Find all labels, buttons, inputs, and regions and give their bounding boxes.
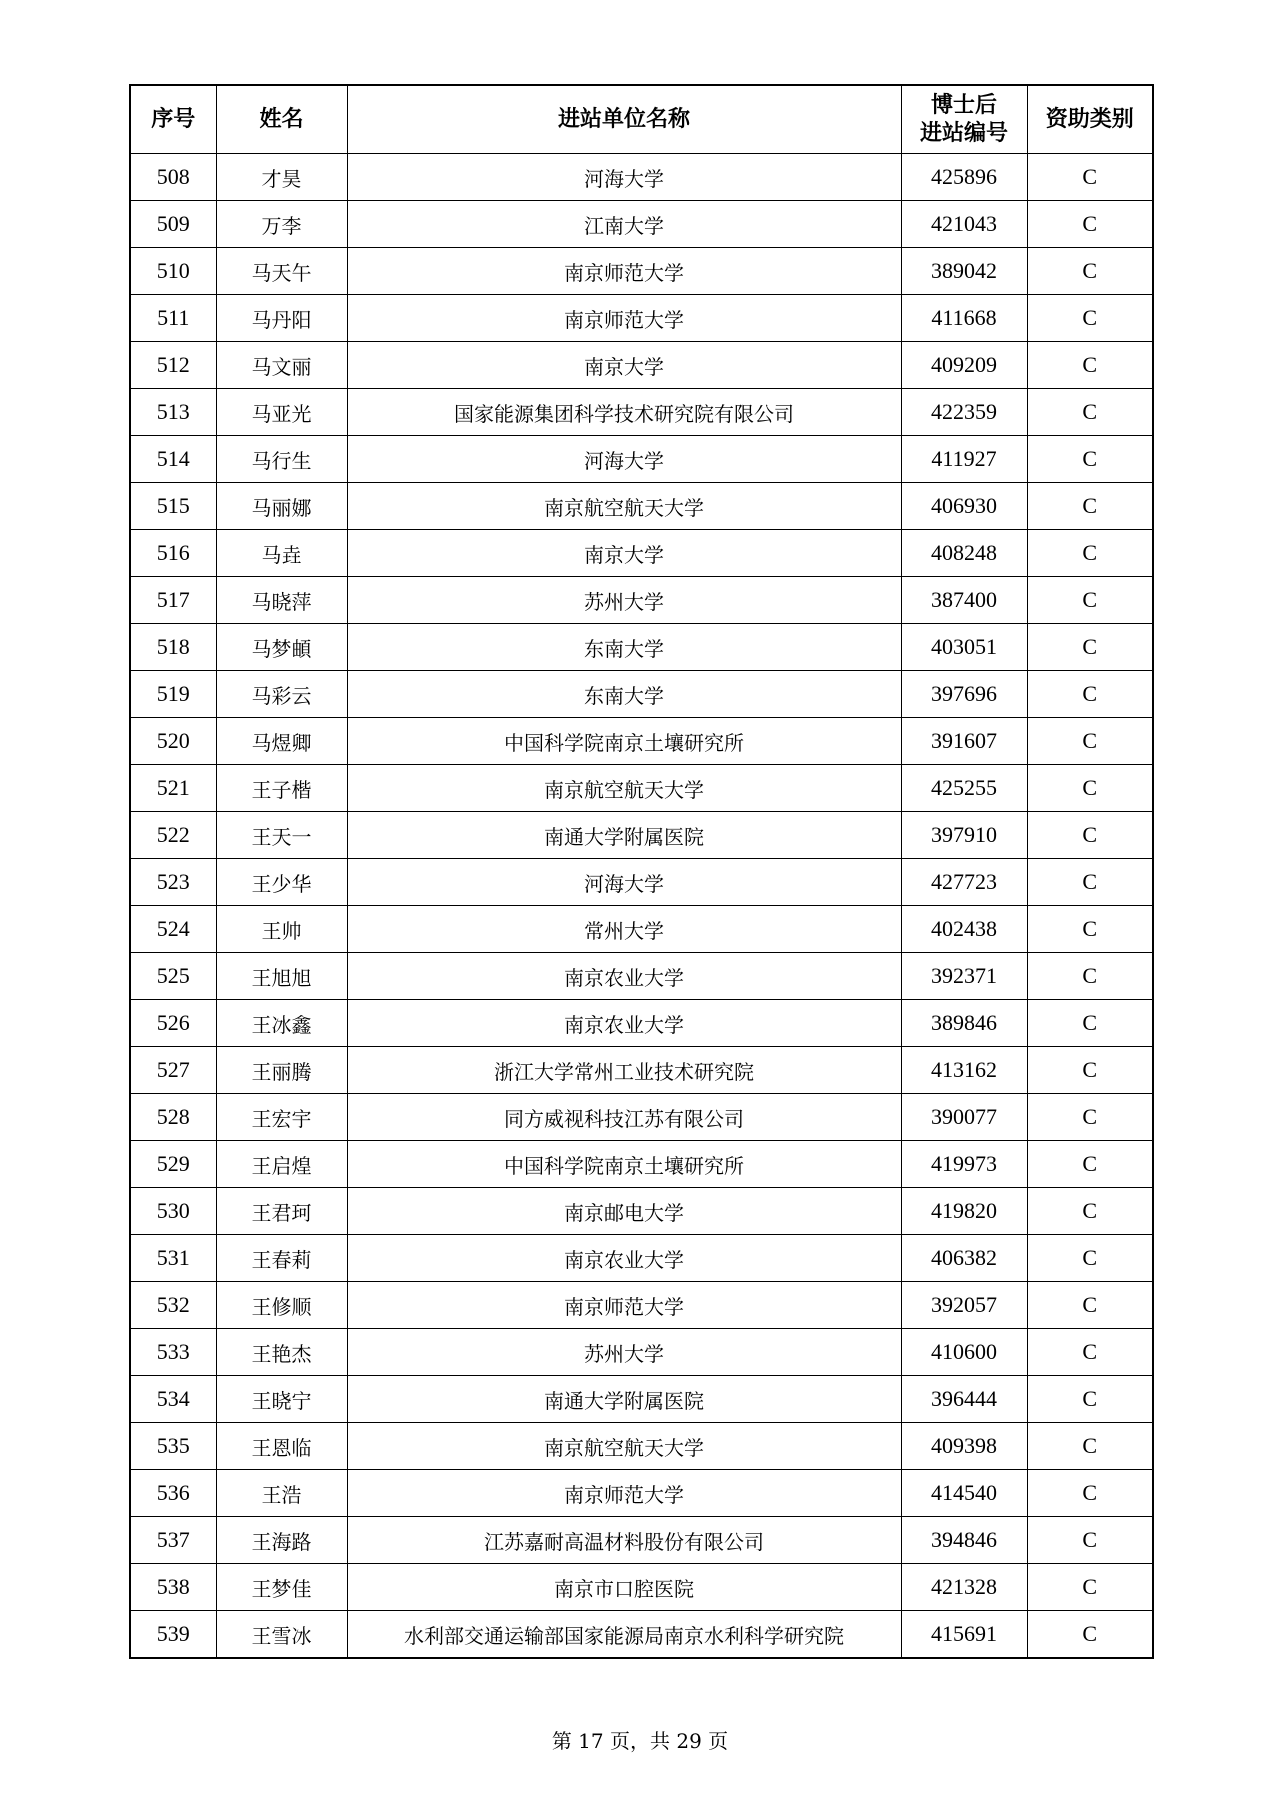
cell-name: 马亚光: [216, 389, 347, 436]
cell-code: 387400: [901, 577, 1027, 624]
cell-category: C: [1027, 1141, 1153, 1188]
cell-seq: 510: [130, 248, 216, 295]
table-row: [130, 154, 1153, 201]
cell-code: 419973: [901, 1141, 1027, 1188]
cell-seq: 511: [130, 295, 216, 342]
cell-name: 王浩: [216, 1470, 347, 1517]
table-row: [130, 1282, 1153, 1329]
table-row: [130, 1611, 1153, 1659]
table-row: [130, 1470, 1153, 1517]
cell-unit: 中国科学院南京土壤研究所: [347, 1141, 901, 1188]
cell-name: 王海路: [216, 1517, 347, 1564]
cell-seq: 539: [130, 1611, 216, 1659]
cell-seq: 524: [130, 906, 216, 953]
cell-name: 王修顺: [216, 1282, 347, 1329]
cell-category: C: [1027, 859, 1153, 906]
cell-name: 才昊: [216, 154, 347, 201]
cell-code: 415691: [901, 1611, 1027, 1659]
cell-code: 409398: [901, 1423, 1027, 1470]
cell-seq: 532: [130, 1282, 216, 1329]
cell-code: 411927: [901, 436, 1027, 483]
cell-category: C: [1027, 436, 1153, 483]
table-row: [130, 342, 1153, 389]
cell-code: 419820: [901, 1188, 1027, 1235]
table-row: [130, 295, 1153, 342]
cell-unit: 中国科学院南京土壤研究所: [347, 718, 901, 765]
table-row: [130, 953, 1153, 1000]
cell-category: C: [1027, 671, 1153, 718]
cell-name: 王宏宇: [216, 1094, 347, 1141]
cell-category: C: [1027, 624, 1153, 671]
cell-category: C: [1027, 530, 1153, 577]
cell-unit: 南京邮电大学: [347, 1188, 901, 1235]
cell-seq: 533: [130, 1329, 216, 1376]
header-name: 姓名: [216, 85, 347, 154]
cell-unit: 苏州大学: [347, 1329, 901, 1376]
postdoc-funding-table: [129, 84, 1154, 1659]
cell-category: C: [1027, 577, 1153, 624]
cell-unit: 南京大学: [347, 530, 901, 577]
cell-name: 王启煌: [216, 1141, 347, 1188]
cell-name: 万李: [216, 201, 347, 248]
cell-unit: 河海大学: [347, 859, 901, 906]
cell-code: 396444: [901, 1376, 1027, 1423]
cell-code: 408248: [901, 530, 1027, 577]
cell-code: 422359: [901, 389, 1027, 436]
cell-name: 王丽腾: [216, 1047, 347, 1094]
cell-category: C: [1027, 1564, 1153, 1611]
cell-category: C: [1027, 1282, 1153, 1329]
table-row: [130, 1235, 1153, 1282]
cell-code: 391607: [901, 718, 1027, 765]
cell-category: C: [1027, 906, 1153, 953]
cell-code: 397696: [901, 671, 1027, 718]
table-row: [130, 248, 1153, 295]
cell-seq: 509: [130, 201, 216, 248]
cell-unit: 苏州大学: [347, 577, 901, 624]
cell-seq: 536: [130, 1470, 216, 1517]
cell-code: 394846: [901, 1517, 1027, 1564]
cell-seq: 529: [130, 1141, 216, 1188]
cell-code: 406930: [901, 483, 1027, 530]
cell-code: 425896: [901, 154, 1027, 201]
cell-seq: 515: [130, 483, 216, 530]
cell-seq: 516: [130, 530, 216, 577]
cell-unit: 南京农业大学: [347, 953, 901, 1000]
table-body: [130, 154, 1153, 1659]
cell-unit: 东南大学: [347, 624, 901, 671]
header-code: [901, 85, 1027, 154]
table-row: [130, 765, 1153, 812]
cell-seq: 527: [130, 1047, 216, 1094]
cell-seq: 513: [130, 389, 216, 436]
table-row: [130, 671, 1153, 718]
table-row: [130, 1141, 1153, 1188]
cell-code: 421328: [901, 1564, 1027, 1611]
cell-category: C: [1027, 1611, 1153, 1659]
cell-seq: 508: [130, 154, 216, 201]
cell-seq: 522: [130, 812, 216, 859]
cell-seq: 519: [130, 671, 216, 718]
cell-seq: 520: [130, 718, 216, 765]
table-row: [130, 436, 1153, 483]
cell-name: 马煜卿: [216, 718, 347, 765]
cell-code: 427723: [901, 859, 1027, 906]
table-row: [130, 1517, 1153, 1564]
cell-name: 王少华: [216, 859, 347, 906]
table-row: [130, 1188, 1153, 1235]
cell-category: C: [1027, 342, 1153, 389]
cell-code: 425255: [901, 765, 1027, 812]
cell-seq: 538: [130, 1564, 216, 1611]
table-row: [130, 1047, 1153, 1094]
table-row: [130, 624, 1153, 671]
cell-code: 410600: [901, 1329, 1027, 1376]
cell-seq: 512: [130, 342, 216, 389]
cell-seq: 528: [130, 1094, 216, 1141]
cell-seq: 521: [130, 765, 216, 812]
header-code-line2: 进站编号: [919, 120, 1008, 146]
cell-unit: 江南大学: [347, 201, 901, 248]
cell-unit: 河海大学: [347, 154, 901, 201]
cell-name: 马文丽: [216, 342, 347, 389]
header-unit: 进站单位名称: [347, 85, 901, 154]
cell-seq: 531: [130, 1235, 216, 1282]
cell-category: C: [1027, 1329, 1153, 1376]
cell-name: 王恩临: [216, 1423, 347, 1470]
cell-name: 马垚: [216, 530, 347, 577]
cell-category: C: [1027, 765, 1153, 812]
cell-seq: 514: [130, 436, 216, 483]
cell-unit: 浙江大学常州工业技术研究院: [347, 1047, 901, 1094]
cell-code: 397910: [901, 812, 1027, 859]
table-row: [130, 1000, 1153, 1047]
cell-category: C: [1027, 1423, 1153, 1470]
table-row: [130, 483, 1153, 530]
header-code-line1: 博士后: [930, 92, 997, 118]
table-row: [130, 906, 1153, 953]
cell-seq: 537: [130, 1517, 216, 1564]
cell-name: 王艳杰: [216, 1329, 347, 1376]
cell-category: C: [1027, 1047, 1153, 1094]
cell-category: C: [1027, 201, 1153, 248]
cell-category: C: [1027, 1188, 1153, 1235]
table-row: [130, 718, 1153, 765]
cell-name: 王天一: [216, 812, 347, 859]
cell-seq: 518: [130, 624, 216, 671]
cell-name: 王梦佳: [216, 1564, 347, 1611]
cell-code: 406382: [901, 1235, 1027, 1282]
cell-category: C: [1027, 1470, 1153, 1517]
cell-name: 王冰鑫: [216, 1000, 347, 1047]
cell-code: 392371: [901, 953, 1027, 1000]
cell-unit: 南京师范大学: [347, 295, 901, 342]
cell-code: 409209: [901, 342, 1027, 389]
cell-seq: 530: [130, 1188, 216, 1235]
table-row: [130, 1423, 1153, 1470]
cell-code: 413162: [901, 1047, 1027, 1094]
cell-unit: 国家能源集团科学技术研究院有限公司: [347, 389, 901, 436]
cell-name: 马梦頔: [216, 624, 347, 671]
cell-unit: 同方威视科技江苏有限公司: [347, 1094, 901, 1141]
header-seq: 序号: [130, 85, 216, 154]
cell-category: C: [1027, 483, 1153, 530]
cell-code: 389042: [901, 248, 1027, 295]
table-header-row: [130, 85, 1153, 154]
table-row: [130, 859, 1153, 906]
table-row: [130, 201, 1153, 248]
cell-code: 403051: [901, 624, 1027, 671]
cell-name: 王子楷: [216, 765, 347, 812]
cell-unit: 江苏嘉耐高温材料股份有限公司: [347, 1517, 901, 1564]
cell-category: C: [1027, 389, 1153, 436]
cell-name: 马天午: [216, 248, 347, 295]
cell-code: 411668: [901, 295, 1027, 342]
table-row: [130, 389, 1153, 436]
cell-name: 马丹阳: [216, 295, 347, 342]
cell-unit: 南京师范大学: [347, 1470, 901, 1517]
cell-name: 王晓宁: [216, 1376, 347, 1423]
cell-unit: 南京市口腔医院: [347, 1564, 901, 1611]
cell-category: C: [1027, 248, 1153, 295]
cell-unit: 南京航空航天大学: [347, 1423, 901, 1470]
cell-unit: 南京航空航天大学: [347, 483, 901, 530]
cell-unit: 南京大学: [347, 342, 901, 389]
cell-code: 392057: [901, 1282, 1027, 1329]
table-row: [130, 1376, 1153, 1423]
cell-name: 马丽娜: [216, 483, 347, 530]
cell-seq: 525: [130, 953, 216, 1000]
table-row: [130, 812, 1153, 859]
cell-name: 王旭旭: [216, 953, 347, 1000]
cell-unit: 南京师范大学: [347, 248, 901, 295]
cell-category: C: [1027, 812, 1153, 859]
table-row: [130, 1329, 1153, 1376]
cell-unit: 南京师范大学: [347, 1282, 901, 1329]
table-row: [130, 530, 1153, 577]
page-number-footer: 第 17 页，共 29 页: [551, 1729, 729, 1753]
cell-category: C: [1027, 1517, 1153, 1564]
cell-name: 王帅: [216, 906, 347, 953]
cell-code: 414540: [901, 1470, 1027, 1517]
cell-category: C: [1027, 295, 1153, 342]
cell-category: C: [1027, 1235, 1153, 1282]
cell-category: C: [1027, 1000, 1153, 1047]
table-row: [130, 1564, 1153, 1611]
cell-name: 王春莉: [216, 1235, 347, 1282]
cell-name: 王雪冰: [216, 1611, 347, 1659]
cell-unit: 东南大学: [347, 671, 901, 718]
cell-name: 马晓萍: [216, 577, 347, 624]
cell-code: 421043: [901, 201, 1027, 248]
cell-seq: 523: [130, 859, 216, 906]
cell-category: C: [1027, 1376, 1153, 1423]
cell-name: 王君珂: [216, 1188, 347, 1235]
cell-category: C: [1027, 154, 1153, 201]
cell-category: C: [1027, 1094, 1153, 1141]
cell-seq: 535: [130, 1423, 216, 1470]
cell-unit: 南京农业大学: [347, 1000, 901, 1047]
cell-unit: 河海大学: [347, 436, 901, 483]
cell-name: 马彩云: [216, 671, 347, 718]
header-category: 资助类别: [1027, 85, 1153, 154]
cell-unit: 南京航空航天大学: [347, 765, 901, 812]
cell-code: 389846: [901, 1000, 1027, 1047]
cell-unit: 水利部交通运输部国家能源局南京水利科学研究院: [347, 1611, 901, 1659]
cell-unit: 南京农业大学: [347, 1235, 901, 1282]
cell-unit: 南通大学附属医院: [347, 812, 901, 859]
cell-code: 402438: [901, 906, 1027, 953]
table-row: [130, 1094, 1153, 1141]
cell-name: 马行生: [216, 436, 347, 483]
cell-seq: 517: [130, 577, 216, 624]
cell-seq: 526: [130, 1000, 216, 1047]
cell-unit: 常州大学: [347, 906, 901, 953]
cell-unit: 南通大学附属医院: [347, 1376, 901, 1423]
cell-seq: 534: [130, 1376, 216, 1423]
cell-category: C: [1027, 953, 1153, 1000]
cell-category: C: [1027, 718, 1153, 765]
table-row: [130, 577, 1153, 624]
cell-code: 390077: [901, 1094, 1027, 1141]
